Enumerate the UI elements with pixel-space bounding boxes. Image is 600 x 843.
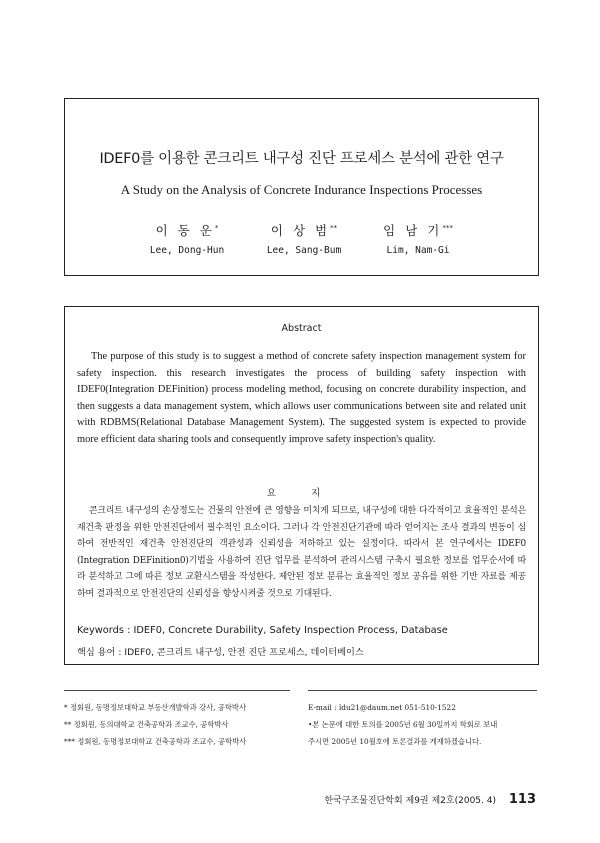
abstract-heading: Abstract [281,323,322,334]
author-2-name-en: Lee, Sang-Bum [266,245,342,256]
paper-title-english: A Study on the Analysis of Concrete Indurance Inspections Processes [120,182,483,197]
paper-title-korean: IDEF0를 이용한 콘크리트 내구성 진단 프로세스 분석에 관한 연구 [99,151,504,167]
footnotes-contact [308,699,540,750]
footnote-discussion-1: •본 논문에 대한 토의를 2005년 6월 30일까지 학회로 보내 [308,720,498,729]
author-3-mark: *** [442,223,453,232]
keywords-english-label: Keywords [77,625,124,636]
page-number: 113 [508,792,536,807]
author-2-mark: ** [330,223,338,232]
page-footer [324,792,536,807]
keywords-korean: 핵심 용어 : IDEF0, 콘크리트 내구성, 안전 진단 프로세스, 데이터베이스 [77,647,364,658]
author-1-name-kr: 이 동 운 [155,223,215,238]
keywords-english-value: IDEF0, Concrete Durability, Safety Inspection Process, Database [133,625,448,636]
footnote-rule-left [64,690,290,691]
abstract-body: The purpose of this study is to suggest a method of concrete safety inspection management system for safety inspection. this research investigates the process of building safety inspection with IDEF0(Integration DEFinition) process modeling method, focusing on concrete durability inspection, and then suggests a data management system, which allows user communications between site and related unit with RDBMS(Relational Database Management System). The suggested system is expected to provide more efficient data sharing tools and consequently improve safety inspection's quality. [77,351,526,445]
footnote-discussion-2: 주시면 2005년 10월호에 토론결과를 게재하겠습니다. [308,737,482,746]
footnote-affiliation-1: * 정회원, 동명정보대학교 부동산개발학과 강사, 공학박사 [64,703,247,712]
abstract-block [64,306,539,665]
footnotes-affiliations [64,699,294,750]
author-1-name-en: Lee, Dong-Hun [149,245,225,256]
footnote-email: E-mail : ldu21@daum.net 051-510-1522 [308,703,456,712]
footnote-rule-right [308,690,537,691]
footnote-affiliation-2: ** 정회원, 동의대학교 건축공학과 조교수, 공학박사 [64,720,229,729]
author-3 [348,221,488,256]
author-3-name-kr: 임 남 기 [383,223,443,238]
keywords-korean-value: IDEF0, 콘크리트 내구성, 안전 진단 프로세스, 데이터베이스 [124,647,364,658]
title-block [64,98,539,276]
keywords-korean-label: 핵심 용어 [77,647,116,658]
author-2-name-kr: 이 상 범 [270,223,331,238]
summary-heading: 요 지 [266,488,337,499]
author-3-name-en: Lim, Nam-Gi [386,245,450,256]
summary-body: 콘크리트 내구성의 손상정도는 건물의 안전에 큰 영향을 미치게 되므로, 내구성에 대한 다각적이고 효율적인 분석은 재건축 판정을 위한 안전진단에서 필수적인 요소이다. 그러나 각 안전진단기관에 따라 얻어지는 조사 결과의 변동이 심하여 전반적인 재건축 안전진단의 객관성과 신뢰성을 저하하고 있는 실정이다. 따라서 본 연구에서는 IDEF0 (Integration DEFinition0)기법을 사용하여 진단 업무를 분석하여 관리시스템 구축시 필요한 정보를 업무순서에 따라 분석하고 그에 따른 정보 교환시스템을 작성한다. 제안된 정보 분류는 효율적인 정보 공유를 위한 기반 자료를 제공하며 결과적으로 안전진단의 신뢰성을 향상시켜줄 것으로 기대된다. [77,506,526,599]
author-1-mark: * [214,223,219,232]
keywords-english: Keywords : IDEF0, Concrete Durability, Safety Inspection Process, Database [77,625,448,636]
journal-citation: 한국구조물진단학회 제9권 제2호(2005. 4) [324,796,496,806]
footnote-affiliation-3: *** 정회원, 동명정보대학교 건축공학과 조교수, 공학박사 [64,737,247,746]
